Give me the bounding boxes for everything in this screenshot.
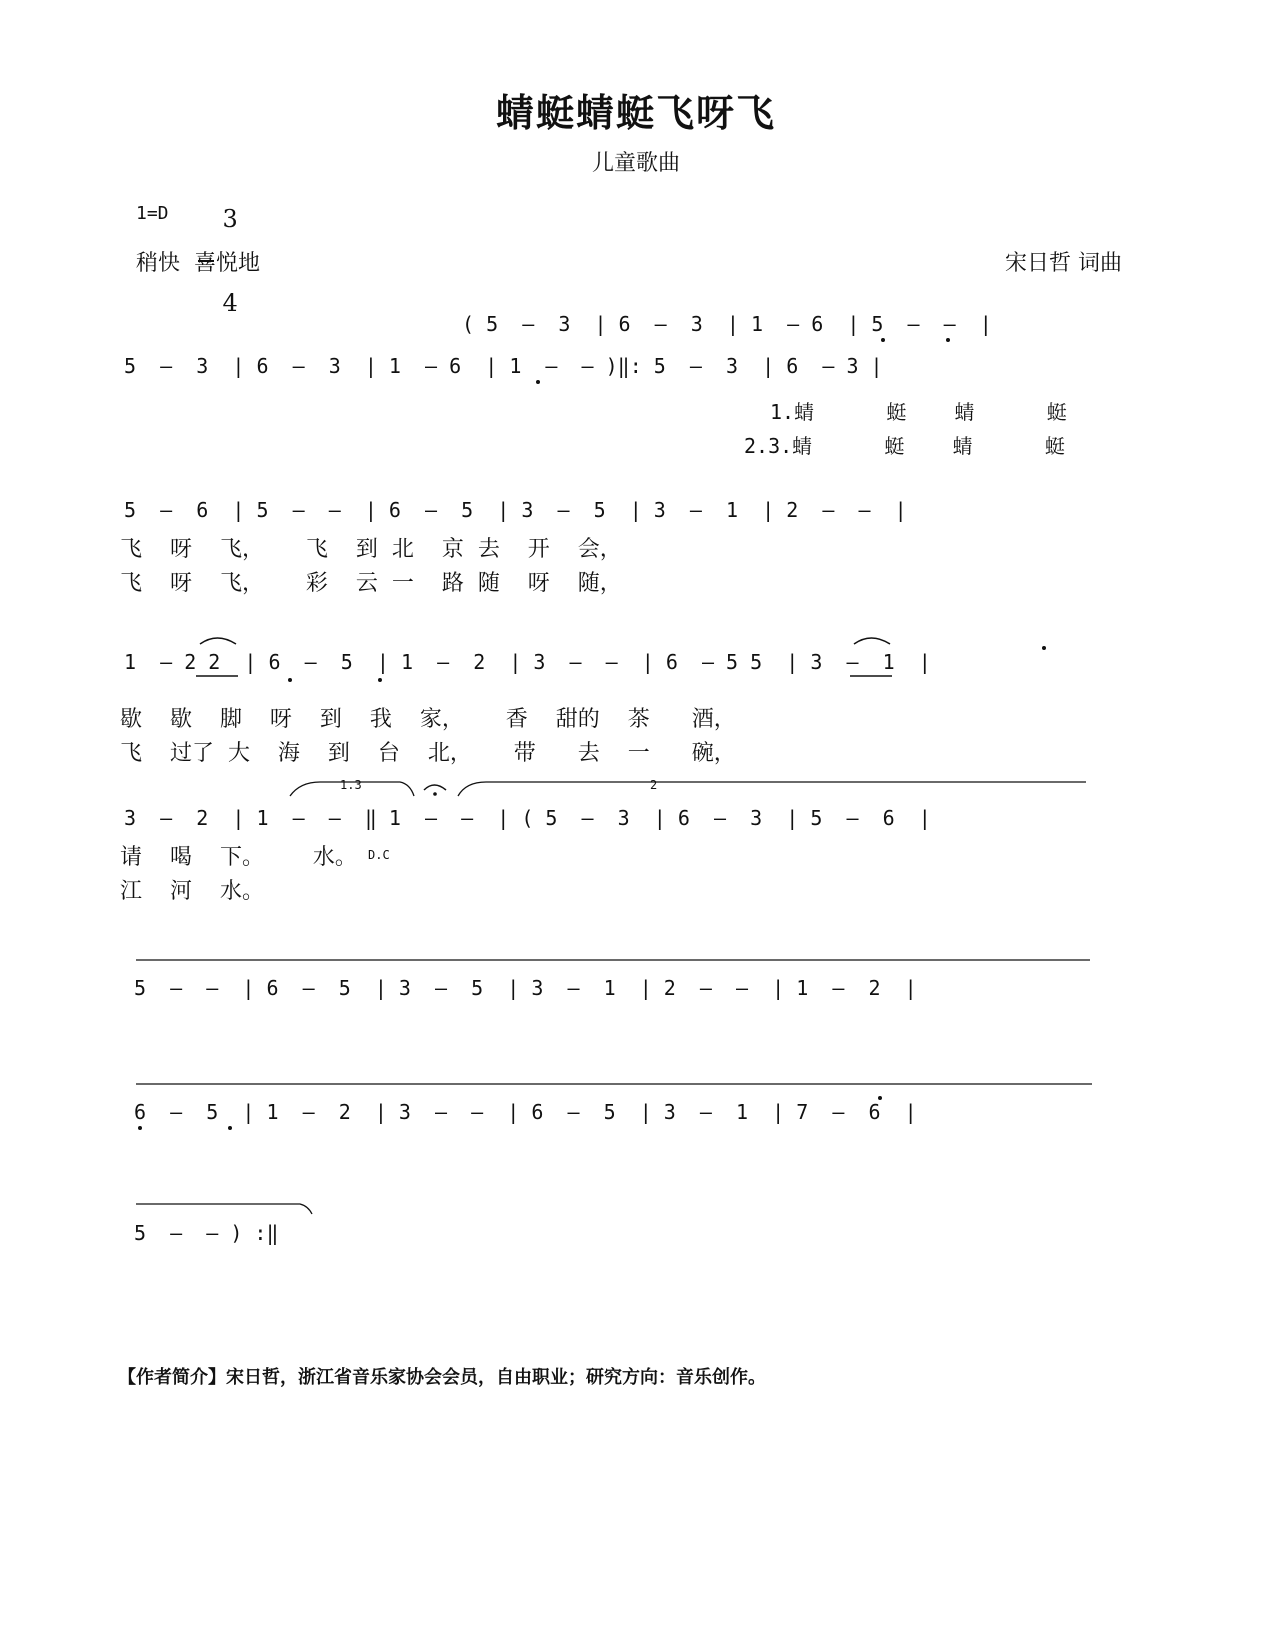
notation-line-4: 3 — 2 | 1 — — ‖ 1 — — | ( 5 — 3 | 6 — 3 | 5 — 6 | <box>124 806 931 830</box>
volta-2 <box>458 782 1086 796</box>
upper-octave-dot <box>1042 646 1046 650</box>
song-subtitle: 儿童歌曲 <box>591 151 680 176</box>
octave-dot <box>138 1126 142 1130</box>
upper-octave-dots <box>878 646 1046 1100</box>
author-bio: 【作者简介】宋日哲，浙江省音乐家协会会员，自由职业；研究方向：音乐创作。 <box>118 1367 766 1388</box>
fermata-arc <box>424 785 446 790</box>
meter-top: 3 <box>222 205 238 233</box>
fermata-dot <box>433 792 437 796</box>
octave-dot <box>378 678 382 682</box>
notation-line-1: 5 — 3 | 6 — 3 | 1 — 6 | 1 — — )‖: 5 — 3 | 6 — 3 | <box>124 354 883 378</box>
song-title: 蜻蜓蜻蜓飞呀飞 <box>495 90 776 135</box>
meter-bottom: 4 <box>222 289 238 317</box>
notation-line-7: 5 — — ) :‖ <box>134 1221 279 1245</box>
notation-line-2: 5 — 6 | 5 — — | 6 — 5 | 3 — 5 | 3 — 1 | 2 — — | <box>124 498 907 522</box>
lyric-line-3a: 歇 歇 脚 呀 到 我 家， 香 甜的 茶 酒， <box>120 707 736 732</box>
lyric-line-2b: 飞 呀 飞， 彩 云 一 路 随 呀 随， <box>120 571 622 596</box>
da-capo-mark: D.C <box>368 848 390 862</box>
notation-line-6: 6 — 5 | 1 — 2 | 3 — — | 6 — 5 | 3 — 1 | 7 — 6 | <box>134 1100 917 1124</box>
continuation-line-end <box>136 1204 312 1214</box>
lyric-line-3b: 飞 过了 大 海 到 台 北， 带 去 一 碗， <box>120 741 736 766</box>
notation-line-3: 1 — 2 2 | 6 — 5 | 1 — 2 | 3 — — | 6 — 5 5 | 3 — 1 | <box>124 650 931 674</box>
verse-label-1: 1.蜻 蜓 蜻 蜓 <box>770 400 1067 424</box>
composer-credit: 宋日哲 词曲 <box>1005 251 1122 276</box>
slur <box>200 638 236 644</box>
octave-dot <box>228 1126 232 1130</box>
notation-intro-line: ( 5 — 3 | 6 — 3 | 1 — 6 | 5 — — | <box>462 312 992 336</box>
notation-line-5: 5 — — | 6 — 5 | 3 — 5 | 3 — 1 | 2 — — | 1 — 2 | <box>134 976 917 1000</box>
octave-dot <box>536 380 540 384</box>
lyric-line-4a: 请 喝 下。 水。 <box>120 845 357 870</box>
verse-label-2: 2.3.蜻 蜓 蜻 蜓 <box>744 434 1065 458</box>
volta-1-label: 1.3 <box>340 778 362 792</box>
volta-2-label: 2 <box>650 778 658 792</box>
octave-dot <box>288 678 292 682</box>
octave-dot <box>881 338 885 342</box>
slur <box>854 638 890 644</box>
tempo-marking: 稍快 喜悦地 <box>136 251 260 276</box>
lyric-line-2a: 飞 呀 飞， 飞 到 北 京 去 开 会， <box>120 537 622 562</box>
lyric-line-4b: 江 河 水。 <box>120 879 264 904</box>
volta-brackets <box>290 782 1086 796</box>
octave-dot <box>946 338 950 342</box>
key-signature: 1=D <box>136 203 169 224</box>
